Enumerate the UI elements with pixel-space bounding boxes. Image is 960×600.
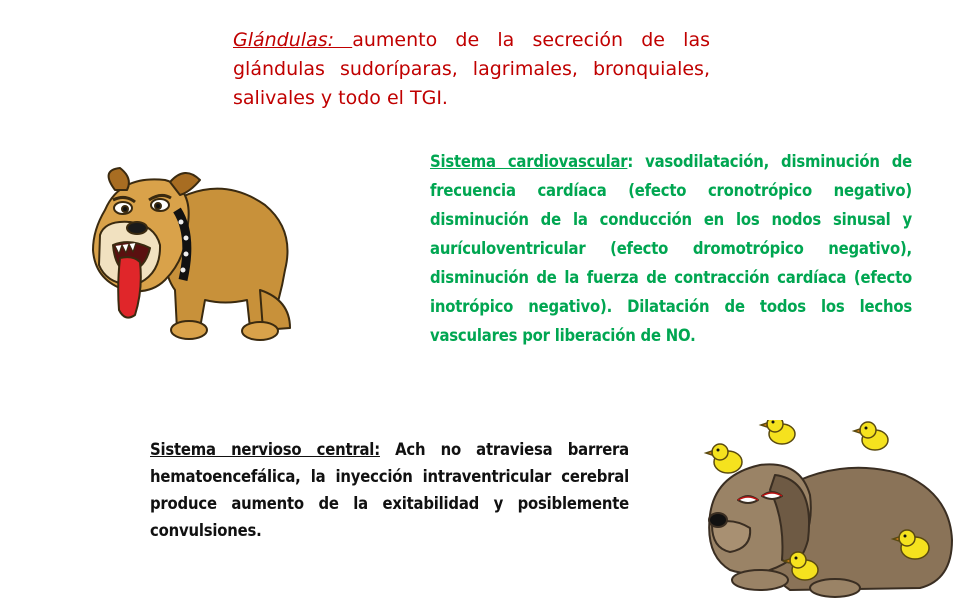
cardiovascular-text: : vasodilatación, disminución de frecuencia cardíaca (efecto cronotrópico negativo) disminución de la conducción en los nodos sinusal y aurículoventricular (efecto dromotrópico negativo), disminución de la fuerza de contracción cardíaca (efecto inotrópico negativo). Dilatación de todos los lechos vasculares por liberación de NO. xyxy=(430,152,912,345)
bulldog-illustration xyxy=(65,150,300,345)
cardiovascular-paragraph xyxy=(430,147,912,350)
cardiovascular-title: Sistema cardiovascular xyxy=(430,152,628,171)
glandulas-paragraph xyxy=(233,26,710,113)
snc-text: Ach no atraviesa barrera hematoencefálica, la inyección intraventricular cerebral produce aumento de la exitabilidad y posiblemente convulsiones. xyxy=(150,440,629,540)
snc-title: Sistema nervioso central: xyxy=(150,440,380,459)
glandulas-title: Glándulas: xyxy=(233,29,353,51)
snc-paragraph xyxy=(150,436,629,544)
glandulas-text: aumento de la secreción de las glándulas sudoríparas, lagrimales, bronquiales, salivales y todo el TGI. xyxy=(233,29,710,109)
sleepy-dog-illustration xyxy=(690,420,960,600)
